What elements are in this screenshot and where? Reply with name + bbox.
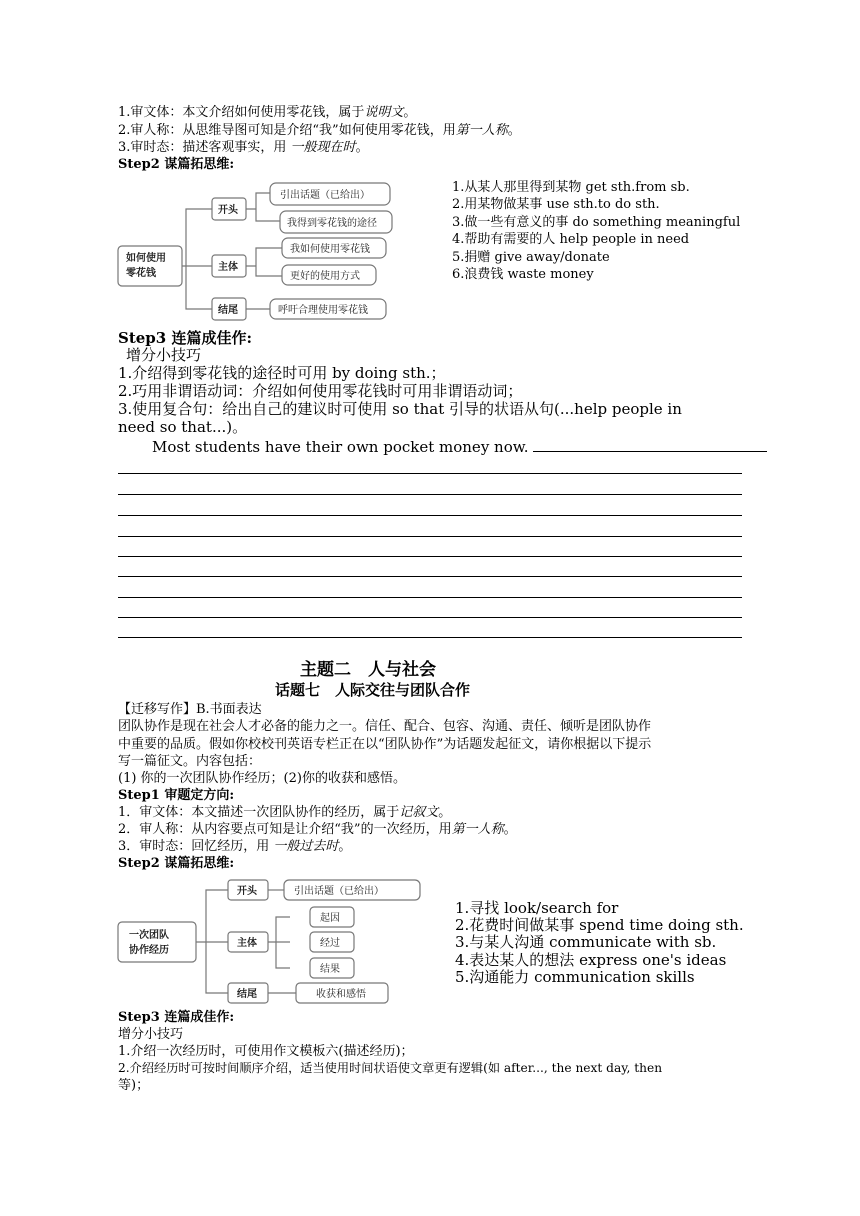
tips-title: 增分小技巧 bbox=[126, 346, 202, 364]
review-person-line-2: 2．审人称：从内容要点可知是让介绍“我”的一次经历，用第一人称。 bbox=[118, 822, 517, 837]
prompt-line: 团队协作是现在社会人才必备的能力之一。信任、配合、包容、沟通、责任、倾听是团队协作 bbox=[118, 719, 652, 734]
tips-title-2: 增分小技巧 bbox=[118, 1027, 184, 1042]
mindmap2-leaf-3: 经过 bbox=[320, 938, 340, 949]
phrase-item: 4.帮助有需要的人 help people in need bbox=[452, 232, 690, 247]
mindmap1-branch-body: 主体 bbox=[218, 262, 238, 273]
mindmap1-branch-opening: 开头 bbox=[218, 205, 238, 216]
step1-heading: Step1 审题定方向: bbox=[118, 788, 235, 803]
review-genre-line-2: 1．审文体：本文描述一次团队协作的经历，属于记叙文。 bbox=[118, 805, 452, 820]
mindmap1-root-line2: 零花钱 bbox=[126, 268, 156, 279]
mindmap1-leaf-5: 呼吁合理使用零花钱 bbox=[278, 305, 368, 316]
prompt-line: (1) 你的一次团队协作经历；(2)你的收获和感悟。 bbox=[118, 771, 406, 786]
review-tense-line: 3.审时态：描述客观事实，用 一般现在时。 bbox=[118, 140, 369, 155]
prompt-line: 中重要的品质。假如你校校刊英语专栏正在以“团队协作”为话题发起征文，请你根据以下提示 bbox=[118, 737, 652, 752]
tip-item-2: 2.介绍经历时可按时间顺序介绍，适当使用时间状语使文章更有逻辑(如 after..., the next day, then bbox=[118, 1061, 663, 1075]
essay-opening: Most students have their own pocket money now. bbox=[152, 438, 767, 455]
step2-heading-2: Step2 谋篇拓思维: bbox=[118, 856, 235, 871]
review-tense-line-2: 3．审时态：回忆经历，用 一般过去时。 bbox=[118, 839, 352, 854]
mindmap2-branch-body: 主体 bbox=[237, 938, 257, 949]
phrase-item: 3.做一些有意义的事 do something meaningful bbox=[452, 215, 741, 230]
mindmap1-leaf-3: 我如何使用零花钱 bbox=[290, 244, 370, 255]
mindmap1-branch-ending: 结尾 bbox=[218, 305, 238, 316]
phrase-item-2: 1.寻找 look/search for bbox=[455, 899, 619, 917]
prompt-heading: 【迁移写作】B.书面表达 bbox=[118, 702, 262, 717]
tip-item: 2.巧用非谓语动词：介绍如何使用零花钱时可用非谓语动词； bbox=[118, 382, 523, 400]
tip-item-2: 等)； bbox=[118, 1078, 150, 1093]
phrase-item-2: 2.花费时间做某事 spend time doing sth. bbox=[455, 916, 744, 934]
mindmap2-root-line2: 协作经历 bbox=[129, 945, 169, 956]
mindmap1-leaf-1: 引出话题（已给出） bbox=[280, 190, 370, 201]
tip-item: need so that...)。 bbox=[118, 418, 248, 436]
phrase-item: 2.用某物做某事 use sth.to do sth. bbox=[452, 197, 660, 212]
mindmap2-root-line1: 一次团队 bbox=[129, 930, 169, 941]
review-person-line: 2.审人称：从思维导图可知是介绍“我”如何使用零花钱，用第一人称。 bbox=[118, 123, 521, 138]
prompt-line: 写一篇征文。内容包括： bbox=[118, 754, 262, 769]
phrase-item: 5.捐赠 give away/donate bbox=[452, 250, 610, 265]
step3-heading-2: Step3 连篇成佳作: bbox=[118, 1010, 235, 1025]
tip-item: 1.介绍得到零花钱的途径时可用 by doing sth.； bbox=[118, 364, 446, 382]
phrase-item-2: 3.与某人沟通 communicate with sb. bbox=[455, 933, 717, 951]
step3-heading: Step3 连篇成佳作: bbox=[118, 329, 252, 347]
mindmap1-leaf-2: 我得到零花钱的途径 bbox=[287, 218, 377, 229]
phrase-item: 6.浪费钱 waste money bbox=[452, 267, 594, 282]
phrase-item-2: 4.表达某人的想法 express one's ideas bbox=[455, 951, 727, 969]
theme-title: 主题二 人与社会 bbox=[300, 660, 436, 680]
mindmap2-leaf-1: 引出话题（已给出） bbox=[294, 886, 384, 897]
mindmap2-leaf-4: 结果 bbox=[320, 964, 340, 975]
tip-item: 3.使用复合句：给出自己的建议时可使用 so that 引导的状语从句(...help people in bbox=[118, 400, 682, 418]
mindmap2-branch-opening: 开头 bbox=[237, 886, 257, 897]
step2-heading: Step2 谋篇拓思维: bbox=[118, 157, 235, 172]
mindmap1-leaf-4: 更好的使用方式 bbox=[290, 271, 360, 282]
mindmap2-leaf-2: 起因 bbox=[320, 913, 340, 924]
mindmap2-leaf-5: 收获和感悟 bbox=[316, 989, 366, 1000]
mindmap2-branch-ending: 结尾 bbox=[237, 989, 257, 1000]
mindmap1-root-line1: 如何使用 bbox=[126, 253, 166, 264]
review-genre-line: 1.审文体：本文介绍如何使用零花钱，属于说明文。 bbox=[118, 105, 417, 120]
phrase-item: 1.从某人那里得到某物 get sth.from sb. bbox=[452, 180, 690, 195]
topic-title: 话题七 人际交往与团队合作 bbox=[275, 681, 471, 699]
tip-item-2: 1.介绍一次经历时，可使用作文模板六(描述经历)； bbox=[118, 1044, 414, 1059]
phrase-item-2: 5.沟通能力 communication skills bbox=[455, 968, 695, 986]
